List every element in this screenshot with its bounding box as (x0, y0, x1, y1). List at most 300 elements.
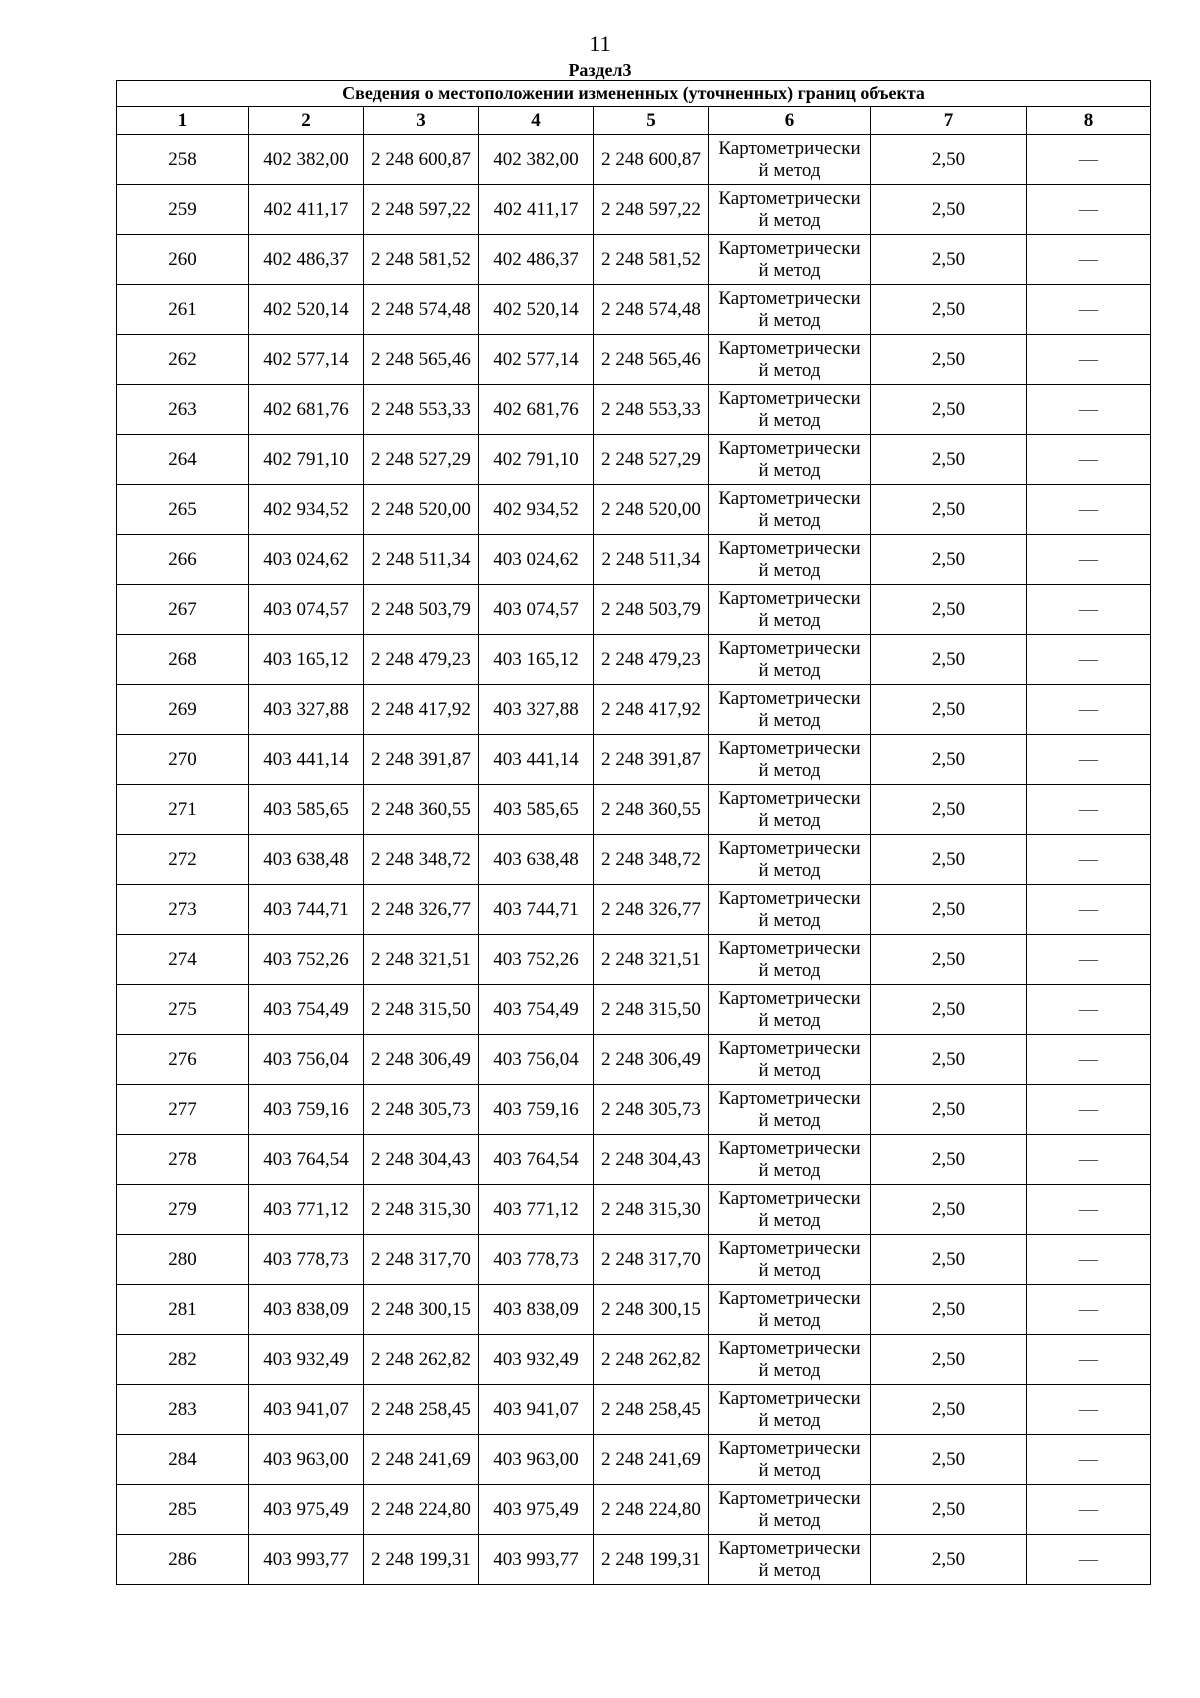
y-coordinate-new-cell: 2 248 553,33 (594, 385, 709, 435)
y-coordinate-existing-cell: 2 248 391,87 (364, 735, 479, 785)
method-cell (709, 1385, 871, 1435)
x-coordinate-new-cell: 403 963,00 (479, 1435, 594, 1485)
table-row (117, 835, 1151, 885)
method-text-line2: й метод (758, 759, 821, 781)
y-coordinate-existing-cell: 2 248 317,70 (364, 1235, 479, 1285)
method-cell (709, 135, 871, 185)
accuracy-cell: 2,50 (871, 1535, 1027, 1585)
table-row (117, 185, 1151, 235)
method-cell (709, 435, 871, 485)
y-coordinate-new-cell: 2 248 317,70 (594, 1235, 709, 1285)
method-text-line1: Картометрически (718, 587, 861, 609)
table-row (117, 985, 1151, 1035)
method-text-line1: Картометрически (718, 537, 861, 559)
y-coordinate-new-cell: 2 248 305,73 (594, 1085, 709, 1135)
method-text-line2: й метод (758, 1009, 821, 1031)
column-number: 2 (249, 107, 364, 135)
column-number: 4 (479, 107, 594, 135)
method-text-line1: Картометрически (718, 1537, 861, 1559)
accuracy-cell: 2,50 (871, 285, 1027, 335)
x-coordinate-existing-cell: 403 756,04 (249, 1035, 364, 1085)
table-row (117, 335, 1151, 385)
method-cell (709, 185, 871, 235)
x-coordinate-new-cell: 402 934,52 (479, 485, 594, 535)
table-row (117, 1235, 1151, 1285)
table-caption-row (117, 81, 1151, 107)
method-text-line1: Картометрически (718, 1137, 861, 1159)
method-cell (709, 485, 871, 535)
note-cell: — (1027, 1235, 1151, 1285)
y-coordinate-existing-cell: 2 248 479,23 (364, 635, 479, 685)
y-coordinate-existing-cell: 2 248 262,82 (364, 1335, 479, 1385)
y-coordinate-existing-cell: 2 248 581,52 (364, 235, 479, 285)
note-cell: — (1027, 1485, 1151, 1535)
x-coordinate-new-cell: 403 754,49 (479, 985, 594, 1035)
y-coordinate-new-cell: 2 248 574,48 (594, 285, 709, 335)
y-coordinate-new-cell: 2 248 241,69 (594, 1435, 709, 1485)
y-coordinate-new-cell: 2 248 258,45 (594, 1385, 709, 1435)
accuracy-cell: 2,50 (871, 1035, 1027, 1085)
y-coordinate-existing-cell: 2 248 199,31 (364, 1535, 479, 1585)
y-coordinate-existing-cell: 2 248 304,43 (364, 1135, 479, 1185)
x-coordinate-new-cell: 402 520,14 (479, 285, 594, 335)
x-coordinate-existing-cell: 402 934,52 (249, 485, 364, 535)
y-coordinate-existing-cell: 2 248 306,49 (364, 1035, 479, 1085)
method-cell (709, 1185, 871, 1235)
note-cell: — (1027, 235, 1151, 285)
table-row (117, 435, 1151, 485)
accuracy-cell: 2,50 (871, 835, 1027, 885)
method-cell (709, 885, 871, 935)
method-text-line1: Картометрически (718, 937, 861, 959)
coordinates-table (116, 80, 1151, 1585)
column-numbers-row (117, 107, 1151, 135)
y-coordinate-new-cell: 2 248 315,30 (594, 1185, 709, 1235)
y-coordinate-new-cell: 2 248 503,79 (594, 585, 709, 635)
accuracy-cell: 2,50 (871, 635, 1027, 685)
x-coordinate-existing-cell: 403 585,65 (249, 785, 364, 835)
x-coordinate-existing-cell: 403 024,62 (249, 535, 364, 585)
method-text-line2: й метод (758, 559, 821, 581)
x-coordinate-new-cell: 403 764,54 (479, 1135, 594, 1185)
note-cell: — (1027, 185, 1151, 235)
accuracy-cell: 2,50 (871, 135, 1027, 185)
column-number: 3 (364, 107, 479, 135)
x-coordinate-new-cell: 403 771,12 (479, 1185, 594, 1235)
x-coordinate-existing-cell: 403 764,54 (249, 1135, 364, 1185)
method-text-line1: Картометрически (718, 1337, 861, 1359)
method-cell (709, 685, 871, 735)
accuracy-cell: 2,50 (871, 935, 1027, 985)
table-row (117, 635, 1151, 685)
method-cell (709, 1135, 871, 1185)
point-number-cell: 281 (117, 1285, 249, 1335)
x-coordinate-existing-cell: 403 638,48 (249, 835, 364, 885)
x-coordinate-new-cell: 402 486,37 (479, 235, 594, 285)
method-cell (709, 1235, 871, 1285)
x-coordinate-new-cell: 402 681,76 (479, 385, 594, 435)
method-cell (709, 985, 871, 1035)
accuracy-cell: 2,50 (871, 1135, 1027, 1185)
accuracy-cell: 2,50 (871, 1235, 1027, 1285)
x-coordinate-existing-cell: 403 941,07 (249, 1385, 364, 1435)
note-cell: — (1027, 1085, 1151, 1135)
x-coordinate-new-cell: 403 638,48 (479, 835, 594, 885)
method-text-line2: й метод (758, 1309, 821, 1331)
method-text-line1: Картометрически (718, 187, 861, 209)
table-row (117, 385, 1151, 435)
point-number-cell: 266 (117, 535, 249, 585)
y-coordinate-existing-cell: 2 248 241,69 (364, 1435, 479, 1485)
accuracy-cell: 2,50 (871, 1335, 1027, 1385)
method-cell (709, 635, 871, 685)
table-row (117, 1435, 1151, 1485)
note-cell: — (1027, 835, 1151, 885)
accuracy-cell: 2,50 (871, 535, 1027, 585)
method-cell (709, 585, 871, 635)
x-coordinate-existing-cell: 402 486,37 (249, 235, 364, 285)
point-number-cell: 268 (117, 635, 249, 685)
point-number-cell: 280 (117, 1235, 249, 1285)
note-cell: — (1027, 485, 1151, 535)
y-coordinate-new-cell: 2 248 199,31 (594, 1535, 709, 1585)
x-coordinate-new-cell: 403 759,16 (479, 1085, 594, 1135)
y-coordinate-new-cell: 2 248 306,49 (594, 1035, 709, 1085)
point-number-cell: 262 (117, 335, 249, 385)
note-cell: — (1027, 985, 1151, 1035)
method-text-line1: Картометрически (718, 387, 861, 409)
note-cell: — (1027, 1135, 1151, 1185)
x-coordinate-new-cell: 403 932,49 (479, 1335, 594, 1385)
y-coordinate-new-cell: 2 248 326,77 (594, 885, 709, 935)
y-coordinate-existing-cell: 2 248 315,30 (364, 1185, 479, 1235)
method-text-line2: й метод (758, 1509, 821, 1531)
method-text-line1: Картометрически (718, 1437, 861, 1459)
accuracy-cell: 2,50 (871, 335, 1027, 385)
accuracy-cell: 2,50 (871, 185, 1027, 235)
accuracy-cell: 2,50 (871, 785, 1027, 835)
method-cell (709, 1285, 871, 1335)
accuracy-cell: 2,50 (871, 235, 1027, 285)
x-coordinate-existing-cell: 403 441,14 (249, 735, 364, 785)
column-number: 6 (709, 107, 871, 135)
accuracy-cell: 2,50 (871, 1435, 1027, 1485)
x-coordinate-existing-cell: 403 771,12 (249, 1185, 364, 1235)
note-cell: — (1027, 685, 1151, 735)
x-coordinate-existing-cell: 403 327,88 (249, 685, 364, 735)
x-coordinate-new-cell: 403 975,49 (479, 1485, 594, 1535)
point-number-cell: 267 (117, 585, 249, 635)
table-row (117, 485, 1151, 535)
x-coordinate-existing-cell: 403 752,26 (249, 935, 364, 985)
y-coordinate-existing-cell: 2 248 300,15 (364, 1285, 479, 1335)
x-coordinate-new-cell: 402 411,17 (479, 185, 594, 235)
method-text-line2: й метод (758, 1159, 821, 1181)
x-coordinate-existing-cell: 402 577,14 (249, 335, 364, 385)
accuracy-cell: 2,50 (871, 1285, 1027, 1335)
x-coordinate-existing-cell: 403 993,77 (249, 1535, 364, 1585)
y-coordinate-new-cell: 2 248 321,51 (594, 935, 709, 985)
x-coordinate-existing-cell: 403 932,49 (249, 1335, 364, 1385)
point-number-cell: 275 (117, 985, 249, 1035)
y-coordinate-existing-cell: 2 248 321,51 (364, 935, 479, 985)
method-text-line1: Картометрически (718, 637, 861, 659)
note-cell: — (1027, 1285, 1151, 1335)
point-number-cell: 259 (117, 185, 249, 235)
y-coordinate-existing-cell: 2 248 224,80 (364, 1485, 479, 1535)
x-coordinate-existing-cell: 403 074,57 (249, 585, 364, 635)
note-cell: — (1027, 885, 1151, 935)
method-text-line1: Картометрически (718, 1087, 861, 1109)
x-coordinate-new-cell: 402 577,14 (479, 335, 594, 385)
x-coordinate-existing-cell: 403 963,00 (249, 1435, 364, 1485)
table-caption: Сведения о местоположении измененных (уточненных) границ объекта (117, 81, 1151, 107)
point-number-cell: 271 (117, 785, 249, 835)
y-coordinate-existing-cell: 2 248 553,33 (364, 385, 479, 435)
table-row (117, 1485, 1151, 1535)
table-row (117, 785, 1151, 835)
y-coordinate-existing-cell: 2 248 326,77 (364, 885, 479, 935)
y-coordinate-new-cell: 2 248 315,50 (594, 985, 709, 1035)
note-cell: — (1027, 935, 1151, 985)
note-cell: — (1027, 335, 1151, 385)
note-cell: — (1027, 735, 1151, 785)
accuracy-cell: 2,50 (871, 485, 1027, 535)
method-text-line1: Картометрически (718, 737, 861, 759)
note-cell: — (1027, 135, 1151, 185)
x-coordinate-new-cell: 403 074,57 (479, 585, 594, 635)
method-text-line2: й метод (758, 1359, 821, 1381)
x-coordinate-existing-cell: 402 520,14 (249, 285, 364, 335)
y-coordinate-existing-cell: 2 248 600,87 (364, 135, 479, 185)
table-row (117, 1035, 1151, 1085)
method-text-line2: й метод (758, 459, 821, 481)
x-coordinate-existing-cell: 403 838,09 (249, 1285, 364, 1335)
y-coordinate-existing-cell: 2 248 503,79 (364, 585, 479, 635)
method-text-line1: Картометрически (718, 837, 861, 859)
table-row (117, 1285, 1151, 1335)
column-number: 7 (871, 107, 1027, 135)
y-coordinate-new-cell: 2 248 520,00 (594, 485, 709, 535)
y-coordinate-new-cell: 2 248 527,29 (594, 435, 709, 485)
note-cell: — (1027, 535, 1151, 585)
y-coordinate-new-cell: 2 248 511,34 (594, 535, 709, 585)
point-number-cell: 286 (117, 1535, 249, 1585)
x-coordinate-new-cell: 403 752,26 (479, 935, 594, 985)
note-cell: — (1027, 1185, 1151, 1235)
method-text-line2: й метод (758, 1109, 821, 1131)
page-number: 11 (589, 31, 611, 56)
accuracy-cell: 2,50 (871, 1485, 1027, 1535)
x-coordinate-existing-cell: 403 165,12 (249, 635, 364, 685)
x-coordinate-existing-cell: 402 382,00 (249, 135, 364, 185)
method-cell (709, 335, 871, 385)
method-text-line2: й метод (758, 859, 821, 881)
note-cell: — (1027, 1335, 1151, 1385)
x-coordinate-existing-cell: 402 791,10 (249, 435, 364, 485)
y-coordinate-new-cell: 2 248 391,87 (594, 735, 709, 785)
table-row (117, 885, 1151, 935)
y-coordinate-existing-cell: 2 248 565,46 (364, 335, 479, 385)
method-text-line2: й метод (758, 1459, 821, 1481)
column-number: 1 (117, 107, 249, 135)
table-row (117, 685, 1151, 735)
method-text-line1: Картометрически (718, 1037, 861, 1059)
y-coordinate-new-cell: 2 248 600,87 (594, 135, 709, 185)
x-coordinate-new-cell: 402 382,00 (479, 135, 594, 185)
method-cell (709, 1435, 871, 1485)
point-number-cell: 278 (117, 1135, 249, 1185)
method-text-line2: й метод (758, 159, 821, 181)
point-number-cell: 258 (117, 135, 249, 185)
method-text-line2: й метод (758, 1559, 821, 1581)
table-row (117, 1335, 1151, 1385)
y-coordinate-new-cell: 2 248 417,92 (594, 685, 709, 735)
y-coordinate-existing-cell: 2 248 597,22 (364, 185, 479, 235)
method-cell (709, 285, 871, 335)
y-coordinate-new-cell: 2 248 304,43 (594, 1135, 709, 1185)
method-text-line2: й метод (758, 1059, 821, 1081)
point-number-cell: 263 (117, 385, 249, 435)
table-row (117, 1535, 1151, 1585)
point-number-cell: 265 (117, 485, 249, 535)
y-coordinate-new-cell: 2 248 597,22 (594, 185, 709, 235)
point-number-cell: 285 (117, 1485, 249, 1535)
x-coordinate-new-cell: 403 024,62 (479, 535, 594, 585)
method-cell (709, 1335, 871, 1385)
point-number-cell: 272 (117, 835, 249, 885)
y-coordinate-existing-cell: 2 248 527,29 (364, 435, 479, 485)
method-cell (709, 935, 871, 985)
point-number-cell: 279 (117, 1185, 249, 1235)
table-row (117, 1185, 1151, 1235)
point-number-cell: 277 (117, 1085, 249, 1135)
method-text-line2: й метод (758, 509, 821, 531)
x-coordinate-new-cell: 403 993,77 (479, 1535, 594, 1585)
method-text-line2: й метод (758, 209, 821, 231)
x-coordinate-new-cell: 403 778,73 (479, 1235, 594, 1285)
point-number-cell: 284 (117, 1435, 249, 1485)
y-coordinate-new-cell: 2 248 581,52 (594, 235, 709, 285)
accuracy-cell: 2,50 (871, 735, 1027, 785)
method-cell (709, 785, 871, 835)
method-text-line2: й метод (758, 1209, 821, 1231)
y-coordinate-new-cell: 2 248 479,23 (594, 635, 709, 685)
method-cell (709, 735, 871, 785)
method-cell (709, 835, 871, 885)
method-text-line1: Картометрически (718, 237, 861, 259)
note-cell: — (1027, 285, 1151, 335)
table-row (117, 1385, 1151, 1435)
point-number-cell: 269 (117, 685, 249, 735)
table-row (117, 1085, 1151, 1135)
point-number-cell: 260 (117, 235, 249, 285)
method-text-line2: й метод (758, 709, 821, 731)
method-text-line1: Картометрически (718, 687, 861, 709)
note-cell: — (1027, 1535, 1151, 1585)
method-text-line1: Картометрически (718, 1237, 861, 1259)
accuracy-cell: 2,50 (871, 435, 1027, 485)
accuracy-cell: 2,50 (871, 685, 1027, 735)
method-text-line1: Картометрически (718, 487, 861, 509)
point-number-cell: 282 (117, 1335, 249, 1385)
note-cell: — (1027, 585, 1151, 635)
method-text-line2: й метод (758, 409, 821, 431)
accuracy-cell: 2,50 (871, 385, 1027, 435)
note-cell: — (1027, 785, 1151, 835)
x-coordinate-existing-cell: 402 411,17 (249, 185, 364, 235)
method-text-line2: й метод (758, 309, 821, 331)
method-text-line2: й метод (758, 809, 821, 831)
method-text-line1: Картометрически (718, 137, 861, 159)
method-text-line1: Картометрически (718, 287, 861, 309)
y-coordinate-existing-cell: 2 248 574,48 (364, 285, 479, 335)
table-row (117, 1135, 1151, 1185)
accuracy-cell: 2,50 (871, 1185, 1027, 1235)
point-number-cell: 261 (117, 285, 249, 335)
accuracy-cell: 2,50 (871, 585, 1027, 635)
method-text-line1: Картометрически (718, 887, 861, 909)
note-cell: — (1027, 1435, 1151, 1485)
accuracy-cell: 2,50 (871, 1385, 1027, 1435)
note-cell: — (1027, 385, 1151, 435)
y-coordinate-existing-cell: 2 248 417,92 (364, 685, 479, 735)
note-cell: — (1027, 635, 1151, 685)
table-row (117, 535, 1151, 585)
method-cell (709, 235, 871, 285)
note-cell: — (1027, 435, 1151, 485)
method-text-line2: й метод (758, 259, 821, 281)
table-body (117, 135, 1151, 1585)
method-cell (709, 1485, 871, 1535)
point-number-cell: 276 (117, 1035, 249, 1085)
y-coordinate-existing-cell: 2 248 520,00 (364, 485, 479, 535)
method-text-line2: й метод (758, 1259, 821, 1281)
method-text-line1: Картометрически (718, 1487, 861, 1509)
method-text-line1: Картометрически (718, 437, 861, 459)
x-coordinate-new-cell: 403 165,12 (479, 635, 594, 685)
x-coordinate-new-cell: 403 441,14 (479, 735, 594, 785)
y-coordinate-existing-cell: 2 248 315,50 (364, 985, 479, 1035)
note-cell: — (1027, 1385, 1151, 1435)
method-text-line2: й метод (758, 609, 821, 631)
method-text-line2: й метод (758, 909, 821, 931)
method-text-line1: Картометрически (718, 787, 861, 809)
method-text-line1: Картометрически (718, 987, 861, 1009)
x-coordinate-new-cell: 402 791,10 (479, 435, 594, 485)
accuracy-cell: 2,50 (871, 985, 1027, 1035)
note-cell: — (1027, 1035, 1151, 1085)
y-coordinate-existing-cell: 2 248 348,72 (364, 835, 479, 885)
accuracy-cell: 2,50 (871, 885, 1027, 935)
table-row (117, 935, 1151, 985)
method-cell (709, 535, 871, 585)
table-row (117, 285, 1151, 335)
table-row (117, 735, 1151, 785)
section-title: Раздел3 (568, 60, 632, 80)
point-number-cell: 273 (117, 885, 249, 935)
x-coordinate-existing-cell: 403 744,71 (249, 885, 364, 935)
x-coordinate-existing-cell: 403 975,49 (249, 1485, 364, 1535)
method-text-line2: й метод (758, 359, 821, 381)
method-text-line2: й метод (758, 659, 821, 681)
method-text-line1: Картометрически (718, 1287, 861, 1309)
method-text-line2: й метод (758, 1409, 821, 1431)
x-coordinate-new-cell: 403 941,07 (479, 1385, 594, 1435)
y-coordinate-new-cell: 2 248 360,55 (594, 785, 709, 835)
y-coordinate-existing-cell: 2 248 360,55 (364, 785, 479, 835)
method-text-line2: й метод (758, 959, 821, 981)
